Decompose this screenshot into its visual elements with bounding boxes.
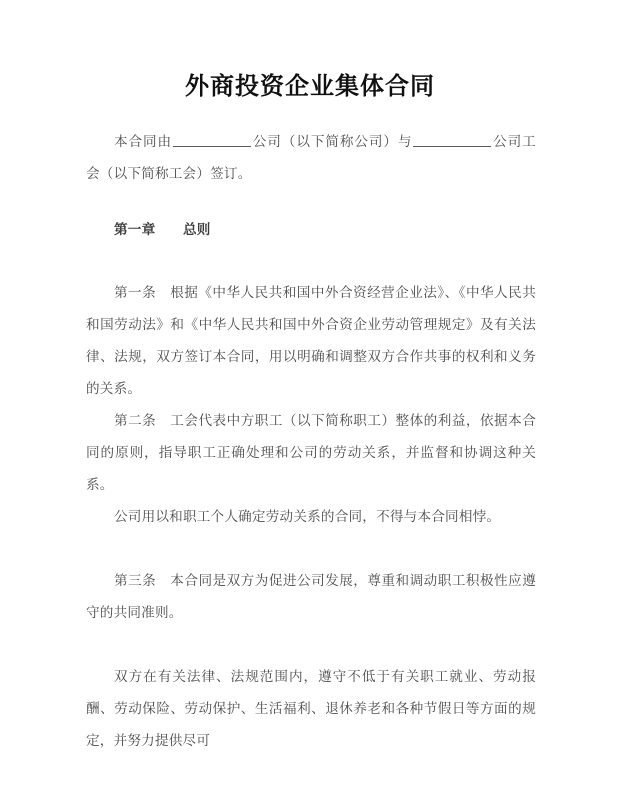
opening-text-part2: 公司（以下简称公司）与 [252, 134, 413, 150]
paragraph-opening [86, 126, 536, 190]
chapter-heading-1 [86, 214, 536, 246]
paragraph-article-2: 第二条 工会代表中方职工（以下简称职工）整体的利益，依据本合同的原则，指导职工正确处理和公司的劳动关系，并监督和协调这种关系。 [86, 413, 536, 493]
chapter-name: 总则 [182, 222, 211, 238]
paragraph-article-2-continued: 公司用以和职工个人确定劳动关系的合同，不得与本合同相悖。 [114, 509, 501, 525]
opening-text-part3: 公司工会（以下简称工会）签订。 [86, 134, 536, 182]
company-name-blank-1[interactable] [173, 133, 251, 147]
opening-text-part1: 本合同由 [114, 134, 173, 150]
chapter-number: 第一章 [114, 222, 156, 238]
page-title: 外商投资企业集体合同 [185, 72, 435, 100]
company-union-blank-2[interactable] [413, 133, 491, 147]
paragraph-article-3-continued: 双方在有关法律、法规范围内，遵守不低于有关职工就业、劳动报酬、劳动保险、劳动保护、生活福利、退休养老和各种节假日等方面的规定，并努力提供尽可 [86, 669, 536, 749]
paragraph-article-1: 第一条 根据《中华人民共和国中外合资经营企业法》、《中华人民共和国劳动法》和《中华人民共和国中外合资企业劳动管理规定》及有关法律、法规，双方签订本合同，用以明确和调整双方合作共事的权利和义务的关系。 [86, 285, 536, 397]
paragraph-article-3: 第三条 本合同是双方为促进公司发展，尊重和调动职工积极性应遵守的共同准则。 [86, 573, 536, 621]
